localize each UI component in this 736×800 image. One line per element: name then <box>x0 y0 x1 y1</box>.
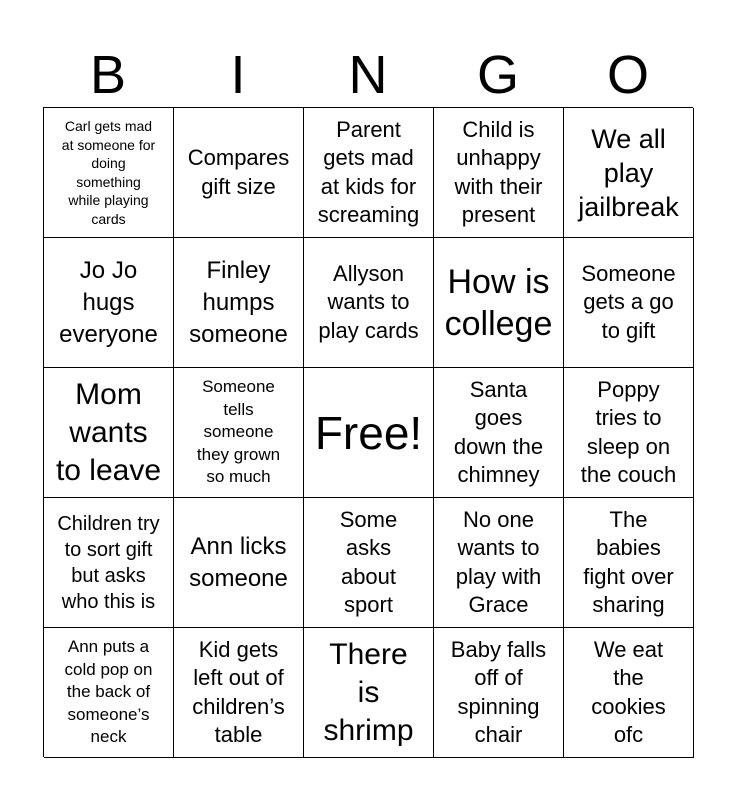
header-letter-o: O <box>606 45 649 105</box>
bingo-cell[interactable]: Santa goes down the chimney <box>434 368 564 498</box>
bingo-cell[interactable]: We all play jailbreak <box>564 108 694 238</box>
bingo-cell[interactable]: Poppy tries to sleep on the couch <box>564 368 694 498</box>
header-letter-n: N <box>348 45 388 105</box>
bingo-cell[interactable]: Child is unhappy with their present <box>434 108 564 238</box>
bingo-cell[interactable]: Someone tells someone they grown so much <box>174 368 304 498</box>
bingo-cell[interactable]: There is shrimp <box>304 628 434 758</box>
bingo-cell[interactable]: Ann puts a cold pop on the back of someone’s neck <box>44 628 174 758</box>
header-letter-g: G <box>476 45 519 105</box>
bingo-cell[interactable]: Mom wants to leave <box>44 368 174 498</box>
bingo-cell[interactable]: Kid gets left out of children’s table <box>174 628 304 758</box>
bingo-header <box>43 44 693 106</box>
bingo-cell[interactable]: Carl gets mad at someone for doing something while playing cards <box>44 108 174 238</box>
bingo-cell[interactable]: Children try to sort gift but asks who this is <box>44 498 174 628</box>
bingo-cell[interactable]: How is college <box>434 238 564 368</box>
free-space-cell[interactable]: Free! <box>304 368 434 498</box>
bingo-cell[interactable]: Some asks about sport <box>304 498 434 628</box>
bingo-cell[interactable]: Jo Jo hugs everyone <box>44 238 174 368</box>
bingo-cell[interactable]: Parent gets mad at kids for screaming <box>304 108 434 238</box>
bingo-cell[interactable]: We eat the cookies ofc <box>564 628 694 758</box>
bingo-card-grid <box>43 107 693 757</box>
bingo-cell[interactable]: Compares gift size <box>174 108 304 238</box>
bingo-cell[interactable]: Baby falls off of spinning chair <box>434 628 564 758</box>
bingo-cell[interactable]: Allyson wants to play cards <box>304 238 434 368</box>
bingo-cell[interactable]: No one wants to play with Grace <box>434 498 564 628</box>
bingo-cell[interactable]: Someone gets a go to gift <box>564 238 694 368</box>
bingo-cell[interactable]: Finley humps someone <box>174 238 304 368</box>
header-letter-i: I <box>230 45 246 105</box>
header-letter-b: B <box>89 45 127 105</box>
bingo-cell[interactable]: The babies fight over sharing <box>564 498 694 628</box>
bingo-cell[interactable]: Ann licks someone <box>174 498 304 628</box>
